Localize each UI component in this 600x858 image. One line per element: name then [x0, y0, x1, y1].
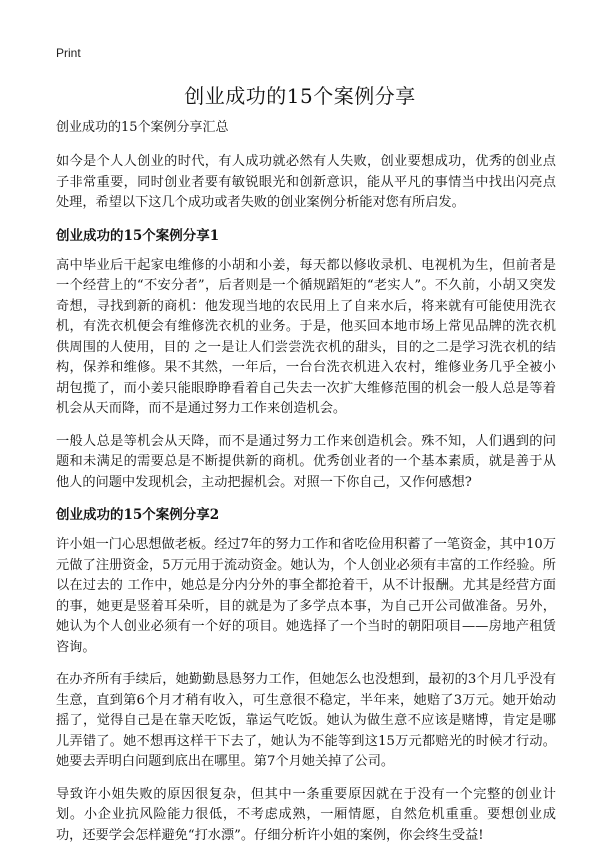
section-1-paragraph-1: 高中毕业后干起家电维修的小胡和小姜，每天都以修收录机、电视机为生，但前者是一个经营上的“不安分者”，后者则是一个循规蹈矩的“老实人”。不久前，小胡又突发奇想，寻找到新的商机：他发现当地的农民用上了自来水后，将来就有可能使用洗衣机，有洗衣机便会有维修洗衣机的业务。于是，他买回本地市场上常见品牌的洗衣机供周围的人使用，目的 之一是让人们尝尝洗衣机的甜头，目的之二是学习洗衣机的结构，保养和维修。果不其然，一年后，一台台洗衣机进入农村，维修业务几乎全被小胡包揽了，而小姜只能眼睁睁看着自己失去一次扩大维修范围的机会一般人总是等着机会从天而降，而不是通过努力工作来创造机会。: [56, 257, 556, 416]
section-2-paragraph-3: 导致许小姐失败的原因很复杂，但其中一条重要原因就在于没有一个完整的创业计划。小企业抗风险能力很低，不考虑成熟，一厢情愿，自然危机重重。要想创业成功，还要学会怎样避免“打水漂”。仔细分析许小姐的案例，你会终生受益!: [56, 786, 556, 843]
section-heading-2: 创业成功的15个案例分享2: [56, 507, 220, 523]
document-subtitle: 创业成功的15个案例分享汇总: [56, 120, 229, 135]
page-title: 创业成功的15个案例分享: [184, 84, 416, 108]
section-2-paragraph-2: 在办齐所有手续后，她勤勤恳恳努力工作，但她怎么也没想到，最初的3个月几乎没有生意，直到第6个月才稍有收入，可生意很不稳定，半年来，她赔了3万元。她开始动摇了，觉得自己是在靠天吃饭，靠运气吃饭。她认为做生意不应该是赌博，肯定是哪儿弄错了。她不想再这样干下去了，她认为不能等到这15万元都赔光的时候才行动。她要去弄明白问题到底出在哪里。第7个月她关掉了公司。: [56, 672, 556, 769]
print-label[interactable]: Print: [56, 46, 81, 60]
section-2-paragraph-1: 许小姐一门心思想做老板。经过7年的努力工作和省吃俭用积蓄了一笔资金，其中10万元做了注册资金，5万元用于流动资金。她认为，个人创业必须有丰富的工作经验。所以在过去的 工作中，她总是分内分外的事全都抢着干，从不计报酬。尤其是经营方面的事，她更是竖着耳朵听，目的就是为了多学点本事，为自己开公司做准备。另外，她认为个人创业必须有一个好的项目。她选择了一个当时的朝阳项目——房地产租赁咨询。: [56, 537, 556, 655]
document-body: [56, 118, 556, 858]
section-heading-1: 创业成功的15个案例分享1: [56, 227, 220, 244]
intro-paragraph: 如今是个人人创业的时代，有人成功就必然有人失败，创业要想成功，优秀的创业点子非常重要，同时创业者要有敏锐眼光和创新意识，能从平凡的事情当中找出闪亮点处理，希望以下这几个成功或者失败的创业案例分析能对您有所启发。: [56, 154, 556, 210]
section-1-paragraph-2: 一般人总是等机会从天降，而不是通过努力工作来创造机会。殊不知，人们遇到的问题和未满足的需要总是不断提供新的商机。优秀创业者的一个基本素质，就是善于从他人的问题中发现机会，主动把握机会。对照一下你自己，又作何感想?: [56, 433, 556, 490]
